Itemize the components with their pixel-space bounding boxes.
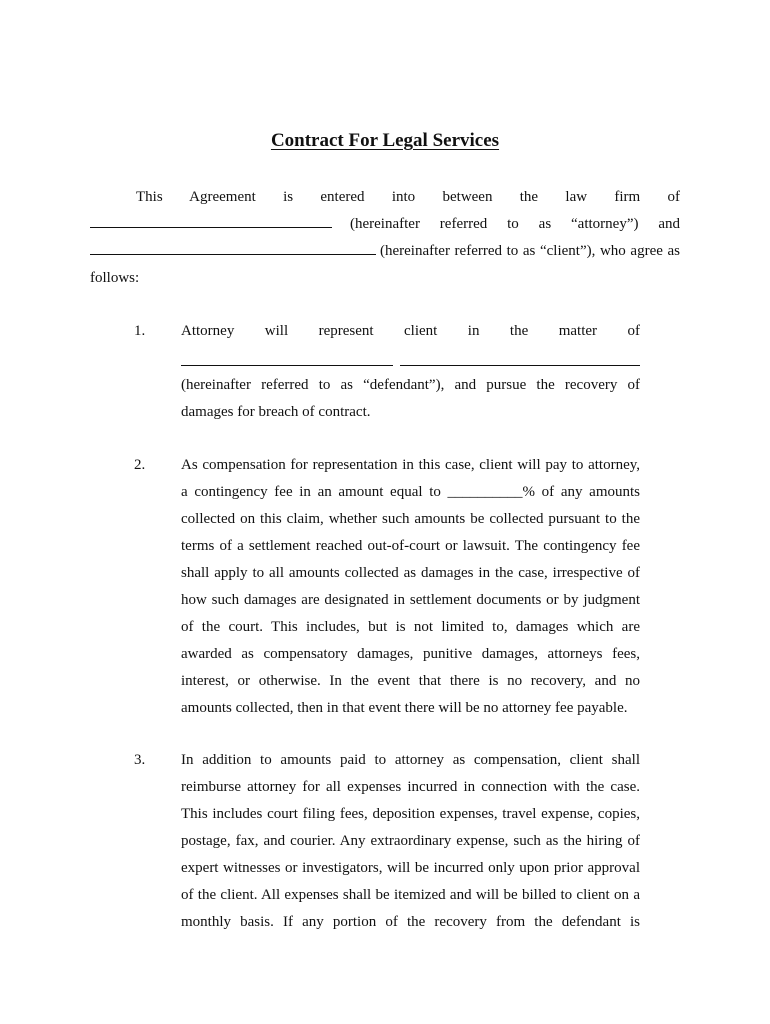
item-3-line: monthly basis. If any portion of the recovery from the defendant is [181, 914, 640, 930]
item-2-line: collected on this claim, whether such amounts be collected pursuant to the [181, 511, 640, 527]
matter-blank-2 [400, 352, 640, 366]
matter-blank-1 [181, 352, 393, 366]
item-2-line: a contingency fee in an amount equal to __________% of any amounts [181, 484, 640, 500]
item-number: 2. [134, 457, 146, 473]
item-3-line: In addition to amounts paid to attorney as compensation, client shall [181, 752, 640, 768]
item-2-line: interest, or otherwise. In the event that there is no recovery, and no [181, 673, 640, 689]
intro-line-3-text: (hereinafter referred to as “client”), who agree as [380, 243, 680, 259]
item-number: 1. [134, 323, 146, 339]
item-2-line: awarded as compensatory damages, punitive damages, attorneys fees, [181, 646, 640, 662]
intro-line-4: follows: [90, 270, 140, 286]
item-2-line: terms of a settlement reached out-of-court or lawsuit. The contingency fee [181, 538, 640, 554]
item-2-line: how such damages are designated in settlement documents or by judgment [181, 592, 640, 608]
document-title: Contract For Legal Services [270, 130, 500, 151]
item-1-line: (hereinafter referred to as “defendant”), and pursue the recovery of [181, 377, 640, 393]
item-1-line: Attorney will represent client in the matter of [181, 323, 640, 339]
law-firm-blank [90, 213, 332, 228]
item-3-line: reimburse attorney for all expenses incurred in connection with the case. [181, 779, 640, 795]
item-3-line: of the client. All expenses shall be itemized and will be billed to client on a [181, 887, 640, 903]
item-2-line: As compensation for representation in this case, client will pay to attorney, [181, 457, 640, 473]
item-1-line: damages for breach of contract. [181, 404, 371, 420]
intro-line-2 [90, 213, 680, 235]
item-3-line: postage, fax, and courier. Any extraordinary expense, such as the hiring of [181, 833, 640, 849]
item-3-line: This includes court filing fees, deposition expenses, travel expense, copies, [181, 806, 640, 822]
intro-line-2-text: (hereinafter referred to as “attorney”) and [350, 216, 680, 232]
matter-blanks [181, 352, 640, 366]
item-3-line: expert witnesses or investigators, will be incurred only upon prior approval [181, 860, 640, 876]
item-2-line: shall apply to all amounts collected as damages in the case, irrespective of [181, 565, 640, 581]
item-number: 3. [134, 752, 146, 768]
intro-line-1: This Agreement is entered into between the law firm of [136, 189, 680, 205]
item-2-line: amounts collected, then in that event there will be no attorney fee payable. [181, 700, 628, 716]
client-name-blank [90, 240, 376, 255]
intro-line-3 [90, 240, 680, 262]
item-2-line: of the court. This includes, but is not limited to, damages which are [181, 619, 640, 635]
